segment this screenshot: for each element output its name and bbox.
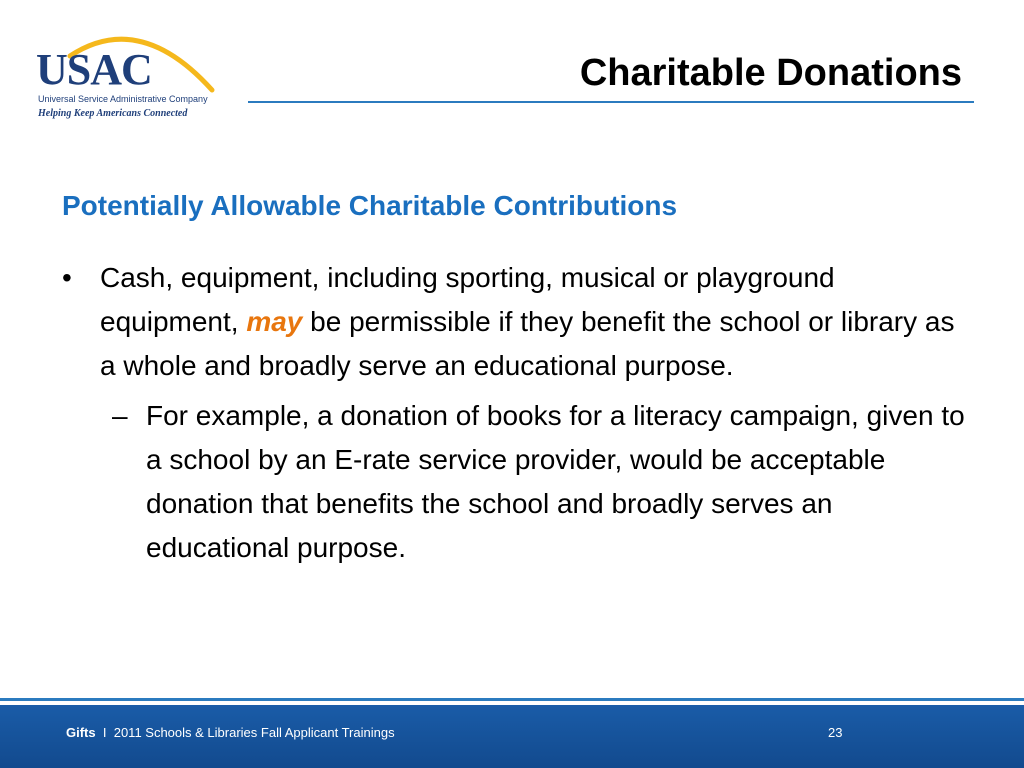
footer-section: Gifts	[66, 725, 96, 740]
footer-divider	[0, 698, 1024, 701]
slide-content	[62, 256, 974, 570]
footer-course: 2011 Schools & Libraries Fall Applicant Trainings	[113, 725, 395, 740]
footer-bar	[0, 705, 1024, 768]
bullet-text-after: be permissible if they benefit the school or library as a whole and broadly serve an educational purpose.	[100, 306, 955, 381]
sub-bullet-text: For example, a donation of books for a literacy campaign, given to a school by an E-rate service provider, would be acceptable donation that benefits the school and broadly serves an educational purpose.	[146, 400, 965, 563]
logo-name: USAC	[36, 45, 152, 94]
footer-caption	[66, 725, 395, 740]
bullet-emphasis: may	[246, 306, 303, 337]
bullet-marker: •	[62, 262, 72, 293]
sub-bullet-marker: –	[112, 400, 128, 431]
bullet-text-before: Cash, equipment, including sporting, musical or playground equipment,	[100, 262, 835, 337]
logo-tagline: Helping Keep Americans Connected	[38, 108, 188, 119]
slide-title: Charitable Donations	[579, 52, 962, 94]
slide-subtitle: Potentially Allowable Charitable Contributions	[62, 190, 678, 221]
usac-logo	[30, 28, 230, 128]
title-underline	[248, 101, 974, 103]
footer-separator: I	[102, 725, 107, 740]
logo-subtitle: Universal Service Administrative Company	[38, 94, 208, 104]
bullet-item	[62, 256, 974, 388]
page-number: 23	[828, 725, 843, 740]
sub-bullet-item	[62, 394, 974, 570]
